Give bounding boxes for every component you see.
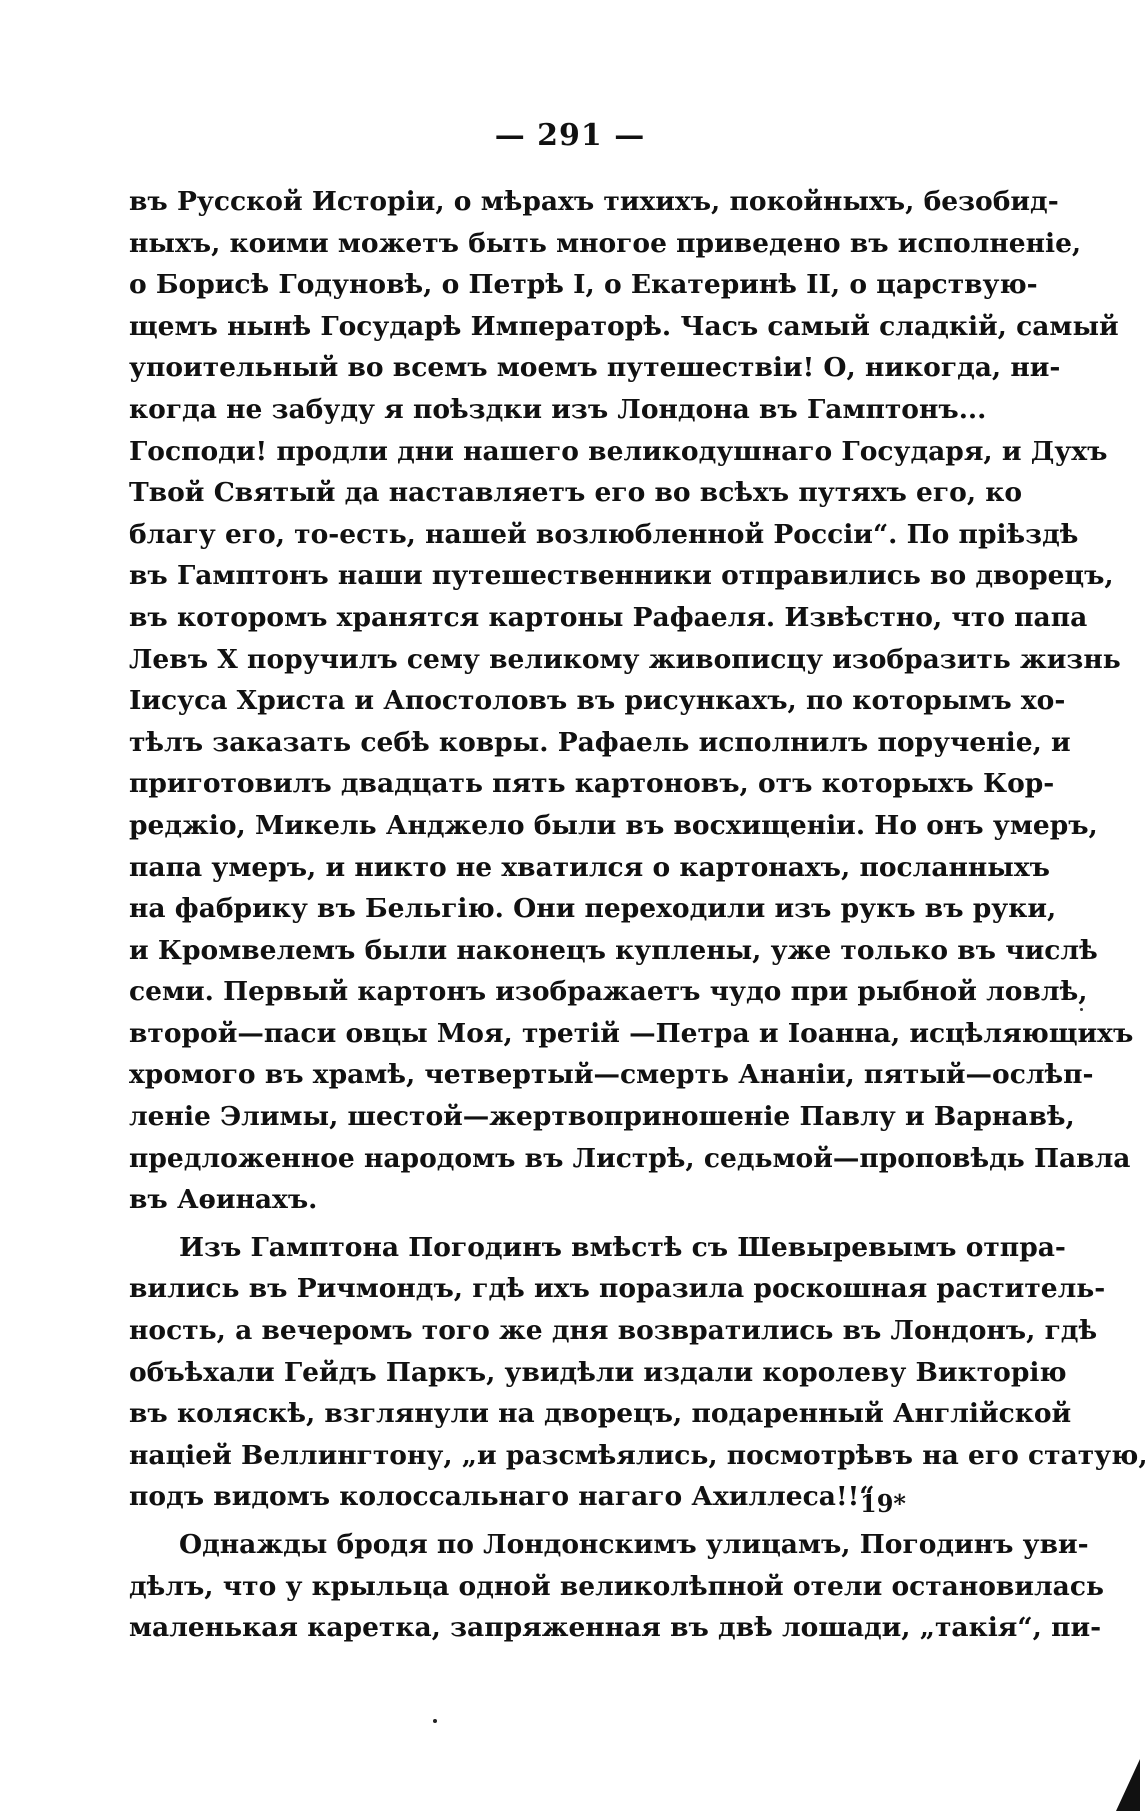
text-line: подъ видомъ колоссальнаго нагаго Ахиллеса!!“ xyxy=(129,1481,875,1513)
text-line: когда не забуду я поѣздки изъ Лондона въ Гамптонъ... xyxy=(129,393,987,425)
print-speck xyxy=(1080,1008,1083,1011)
text-line: Изъ Гамптона Погодинъ вмѣстѣ съ Шевыревымъ отпра- xyxy=(179,1231,1066,1263)
text-line: Іисуса Христа и Апостоловъ въ рисункахъ, по которымъ хо- xyxy=(129,685,1066,717)
text-line: на фабрику въ Бельгію. Они переходили изъ рукъ въ руки, xyxy=(129,893,1057,925)
text-line: въ коляскѣ, взглянули на дворецъ, подаренный Англійской xyxy=(129,1398,1072,1430)
text-line: вились въ Ричмондъ, гдѣ ихъ поразила роскошная раститель- xyxy=(129,1273,1106,1305)
text-line: Господи! продли дни нашего великодушнаго Государя, и Духъ xyxy=(129,435,1108,467)
text-line: семи. Первый картонъ изображаетъ чудо при рыбной ловлѣ, xyxy=(129,976,1088,1008)
text-line: въ Аѳинахъ. xyxy=(129,1184,318,1216)
text-line: ность, а вечеромъ того же дня возвратились въ Лондонъ, гдѣ xyxy=(129,1315,1098,1347)
text-line: щемъ нынѣ Государѣ Императорѣ. Часъ самый сладкій, самый xyxy=(129,310,1119,342)
text-line: маленькая каретка, запряженная въ двѣ лошади, „такія“, пи- xyxy=(129,1612,1102,1644)
paragraph xyxy=(129,181,1134,1221)
text-line: упоительный во всемъ моемъ путешествіи! О, никогда, ни- xyxy=(129,352,1061,384)
text-line: предложенное народомъ въ Листрѣ, седьмой—проповѣдь Павла xyxy=(129,1142,1131,1174)
text-line: реджіо, Микель Анджело были въ восхищеніи. Но онъ умеръ, xyxy=(129,809,1098,841)
text-line: приготовилъ двадцать пять картоновъ, отъ которыхъ Кор- xyxy=(129,768,1055,800)
text-line: ныхъ, коими можетъ быть многое приведено въ исполненіе, xyxy=(129,227,1082,259)
text-line: о Борисѣ Годуновѣ, о Петрѣ I, о Екатеринѣ II, о царствую- xyxy=(129,269,1038,301)
text-line: дѣлъ, что у крыльца одной великолѣпной отели остановилась xyxy=(129,1570,1104,1602)
signature-mark: 19* xyxy=(860,1489,906,1518)
text-line: папа умеръ, и никто не хватился о картонахъ, посланныхъ xyxy=(129,851,1050,883)
page-corner-mark xyxy=(1112,1759,1140,1811)
text-line: въ Русской Исторіи, о мѣрахъ тихихъ, покойныхъ, безобид- xyxy=(129,186,1059,217)
text-line: благу его, то-есть, нашей возлюбленной Россіи“. По пріѣздѣ xyxy=(129,518,1079,550)
paragraph xyxy=(129,1227,1148,1518)
page-number: — 291 — xyxy=(494,118,646,153)
text-line: націей Веллингтону, „и разсмѣялись, посмотрѣвъ на его статую, xyxy=(129,1439,1148,1471)
text-line: въ которомъ хранятся картоны Рафаеля. Извѣстно, что папа xyxy=(129,601,1088,633)
text-line: въ Гамптонъ наши путешественники отправились во дворецъ, xyxy=(129,560,1114,592)
text-line: леніе Элимы, шестой—жертвоприношеніе Павлу и Варнавѣ, xyxy=(129,1101,1075,1133)
print-speck xyxy=(433,1719,437,1723)
text-line: Левъ X поручилъ сему великому живописцу изобразить жизнь xyxy=(129,643,1121,675)
text-line: тѣлъ заказать себѣ ковры. Рафаель исполнилъ порученіе, и xyxy=(129,726,1071,758)
text-line: Твой Святый да наставляетъ его во всѣхъ путяхъ его, ко xyxy=(129,477,1023,509)
paragraph xyxy=(129,1524,1104,1649)
page-body xyxy=(129,181,1148,1649)
text-line: Однажды бродя по Лондонскимъ улицамъ, Погодинъ уви- xyxy=(179,1529,1089,1560)
text-line: хромого въ храмѣ, четвертый—смерть Ананіи, пятый—ослѣп- xyxy=(129,1059,1094,1091)
text-line: и Кромвелемъ были наконецъ куплены, уже только въ числѣ xyxy=(129,934,1098,966)
text-line: второй—паси овцы Моя, третій —Петра и Іоанна, исцѣляющихъ xyxy=(129,1017,1134,1049)
text-line: объѣхали Гейдъ Паркъ, увидѣли издали королеву Викторію xyxy=(129,1356,1067,1388)
